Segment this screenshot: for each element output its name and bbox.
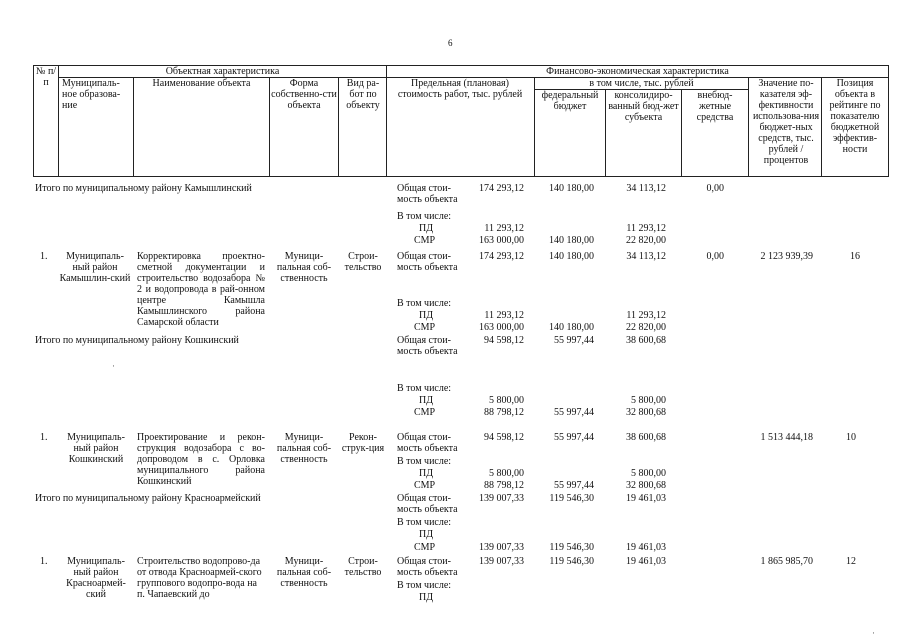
total-label: Итого по муниципальному району Красноармейский xyxy=(35,493,261,504)
total-federal: 119 546,30 xyxy=(549,493,594,504)
smr-label: СМР xyxy=(414,542,436,553)
header-num: № п/п xyxy=(35,66,57,88)
total-cost: 94 598,12 xyxy=(484,335,524,346)
item-work: Строи-тельство xyxy=(344,556,382,578)
smr-label: СМР xyxy=(414,235,436,246)
item-rating: 16 xyxy=(850,251,860,262)
smr-cost: 88 798,12 xyxy=(484,480,524,491)
pd-cost: 5 800,00 xyxy=(489,395,524,406)
total-cost: 174 293,12 xyxy=(479,183,524,194)
item-num: 1. xyxy=(40,432,48,443)
scan-speck: · xyxy=(872,628,875,638)
item-municipality: Муниципаль-ный район Красноармей-ский xyxy=(66,556,126,600)
pd-consolidated: 11 293,12 xyxy=(626,223,666,234)
smr-label: СМР xyxy=(414,480,436,491)
page-number: 6 xyxy=(448,38,453,48)
item-efficiency: 2 123 939,39 xyxy=(760,251,813,262)
smr-label: СМР xyxy=(414,322,436,333)
item-municipality: Муниципаль-ный район Камышлин-ский xyxy=(59,251,131,284)
smr-federal: 55 997,44 xyxy=(554,480,594,491)
item-cost: 94 598,12 xyxy=(484,432,524,443)
total-cost-label: Общая стои-мость объекта xyxy=(397,493,458,515)
item-ownership: Муници-пальная соб-ственность xyxy=(276,251,332,284)
item-name: Строительство водопрово-да от отвода Красноармей-ского группового водопро-вода на п. Чапаевский до xyxy=(137,556,262,600)
pd-cost: 11 293,12 xyxy=(484,223,524,234)
pd-cost: 11 293,12 xyxy=(484,310,524,321)
total-offbudget: 0,00 xyxy=(706,183,724,194)
item-federal: 140 180,00 xyxy=(549,251,594,262)
smr-cost: 163 000,00 xyxy=(479,235,524,246)
header-offbudget: внебюд-жетные средства xyxy=(696,90,734,123)
smr-cost: 88 798,12 xyxy=(484,407,524,418)
total-cost-label: Общая стои-мость объекта xyxy=(397,183,458,205)
item-efficiency: 1 513 444,18 xyxy=(760,432,813,443)
item-consolidated: 19 461,03 xyxy=(626,556,666,567)
header-work-type: Вид ра-бот по объекту xyxy=(346,78,380,111)
item-cost: 174 293,12 xyxy=(479,251,524,262)
total-cost-label: Общая стои-мость объекта xyxy=(397,335,458,357)
incl-label: В том числе: xyxy=(397,298,452,309)
header-municipality: Муниципаль-ное образова-ние xyxy=(62,78,121,111)
item-work: Рекон-струк-ция xyxy=(341,432,385,454)
smr-federal: 119 546,30 xyxy=(549,542,594,553)
scan-speck: · xyxy=(112,361,115,371)
pd-consolidated: 5 800,00 xyxy=(631,395,666,406)
incl-label: В том числе: xyxy=(397,580,452,591)
pd-label: ПД xyxy=(419,310,434,321)
total-consolidated: 19 461,03 xyxy=(626,493,666,504)
total-federal: 140 180,00 xyxy=(549,183,594,194)
item-name: Проектирование и рекон-струкция водозабора с во-допроводом в с. Орловка муниципального района Кошкинский xyxy=(137,432,265,487)
smr-label: СМР xyxy=(414,407,436,418)
smr-cost: 139 007,33 xyxy=(479,542,524,553)
smr-cost: 163 000,00 xyxy=(479,322,524,333)
item-offbudget: 0,00 xyxy=(706,251,724,262)
pd-cost: 5 800,00 xyxy=(489,468,524,479)
header-rating: Позиция объекта в рейтинге по показателю бюджетной эффектив-ности xyxy=(829,78,881,155)
item-federal: 119 546,30 xyxy=(549,556,594,567)
incl-label: В том числе: xyxy=(397,211,452,222)
header-incl: в том числе, тыс. рублей xyxy=(589,78,694,89)
pd-consolidated: 5 800,00 xyxy=(631,468,666,479)
item-rating: 10 xyxy=(846,432,856,443)
item-consolidated: 34 113,12 xyxy=(626,251,666,262)
header-object-name: Наименование объекта xyxy=(152,78,251,89)
item-consolidated: 38 600,68 xyxy=(626,432,666,443)
header-fin-char: Финансово-экономическая характеристика xyxy=(546,66,729,77)
item-efficiency: 1 865 985,70 xyxy=(760,556,813,567)
smr-consolidated: 32 800,68 xyxy=(626,407,666,418)
incl-label: В том числе: xyxy=(397,456,452,467)
smr-consolidated: 22 820,00 xyxy=(626,322,666,333)
total-consolidated: 34 113,12 xyxy=(626,183,666,194)
smr-federal: 140 180,00 xyxy=(549,235,594,246)
item-cost-label: Общая стои-мость объекта xyxy=(397,432,458,454)
total-label: Итого по муниципальному району Камышлинский xyxy=(35,183,252,194)
smr-consolidated: 19 461,03 xyxy=(626,542,666,553)
item-municipality: Муниципаль-ный район Кошкинский xyxy=(67,432,125,465)
total-federal: 55 997,44 xyxy=(554,335,594,346)
total-consolidated: 38 600,68 xyxy=(626,335,666,346)
incl-label: В том числе: xyxy=(397,517,452,528)
pd-label: ПД xyxy=(419,592,434,603)
smr-consolidated: 32 800,68 xyxy=(626,480,666,491)
smr-federal: 55 997,44 xyxy=(554,407,594,418)
item-num: 1. xyxy=(40,556,48,567)
item-name: Корректировка проектно-сметной документации и строительство водозабора № 2 и водопровода в рай-онном центре Камышла Камышлинского района Самарской области xyxy=(137,251,265,328)
header-efficiency: Значение по-казателя эф-фективности использова-ния бюджет-ных средств, тыс. рублей / процентов xyxy=(752,78,820,166)
item-cost-label: Общая стои-мость объекта xyxy=(397,556,458,578)
total-cost: 139 007,33 xyxy=(479,493,524,504)
item-work: Строи-тельство xyxy=(344,251,382,273)
header-ownership: Форма собственно-сти объекта xyxy=(271,78,337,111)
item-rating: 12 xyxy=(846,556,856,567)
header-cost: Предельная (плановая) стоимость работ, тыс. рублей xyxy=(397,78,523,100)
item-ownership: Муници-пальная соб-ственность xyxy=(276,432,332,465)
item-num: 1. xyxy=(40,251,48,262)
header-federal: федеральный бюджет xyxy=(541,90,599,112)
pd-label: ПД xyxy=(419,529,434,540)
pd-consolidated: 11 293,12 xyxy=(626,310,666,321)
pd-label: ПД xyxy=(419,223,434,234)
smr-federal: 140 180,00 xyxy=(549,322,594,333)
header-object-char: Объектная характеристика xyxy=(165,66,280,77)
pd-label: ПД xyxy=(419,395,434,406)
item-cost: 139 007,33 xyxy=(479,556,524,567)
incl-label: В том числе: xyxy=(397,383,452,394)
item-ownership: Муници-пальная соб-ственность xyxy=(276,556,332,589)
header-consolidated: консолидиро-ванный бюд-жет субъекта xyxy=(608,90,679,123)
pd-label: ПД xyxy=(419,468,434,479)
smr-consolidated: 22 820,00 xyxy=(626,235,666,246)
total-label: Итого по муниципальному району Кошкинский xyxy=(35,335,239,346)
item-cost-label: Общая стои-мость объекта xyxy=(397,251,458,273)
item-federal: 55 997,44 xyxy=(554,432,594,443)
